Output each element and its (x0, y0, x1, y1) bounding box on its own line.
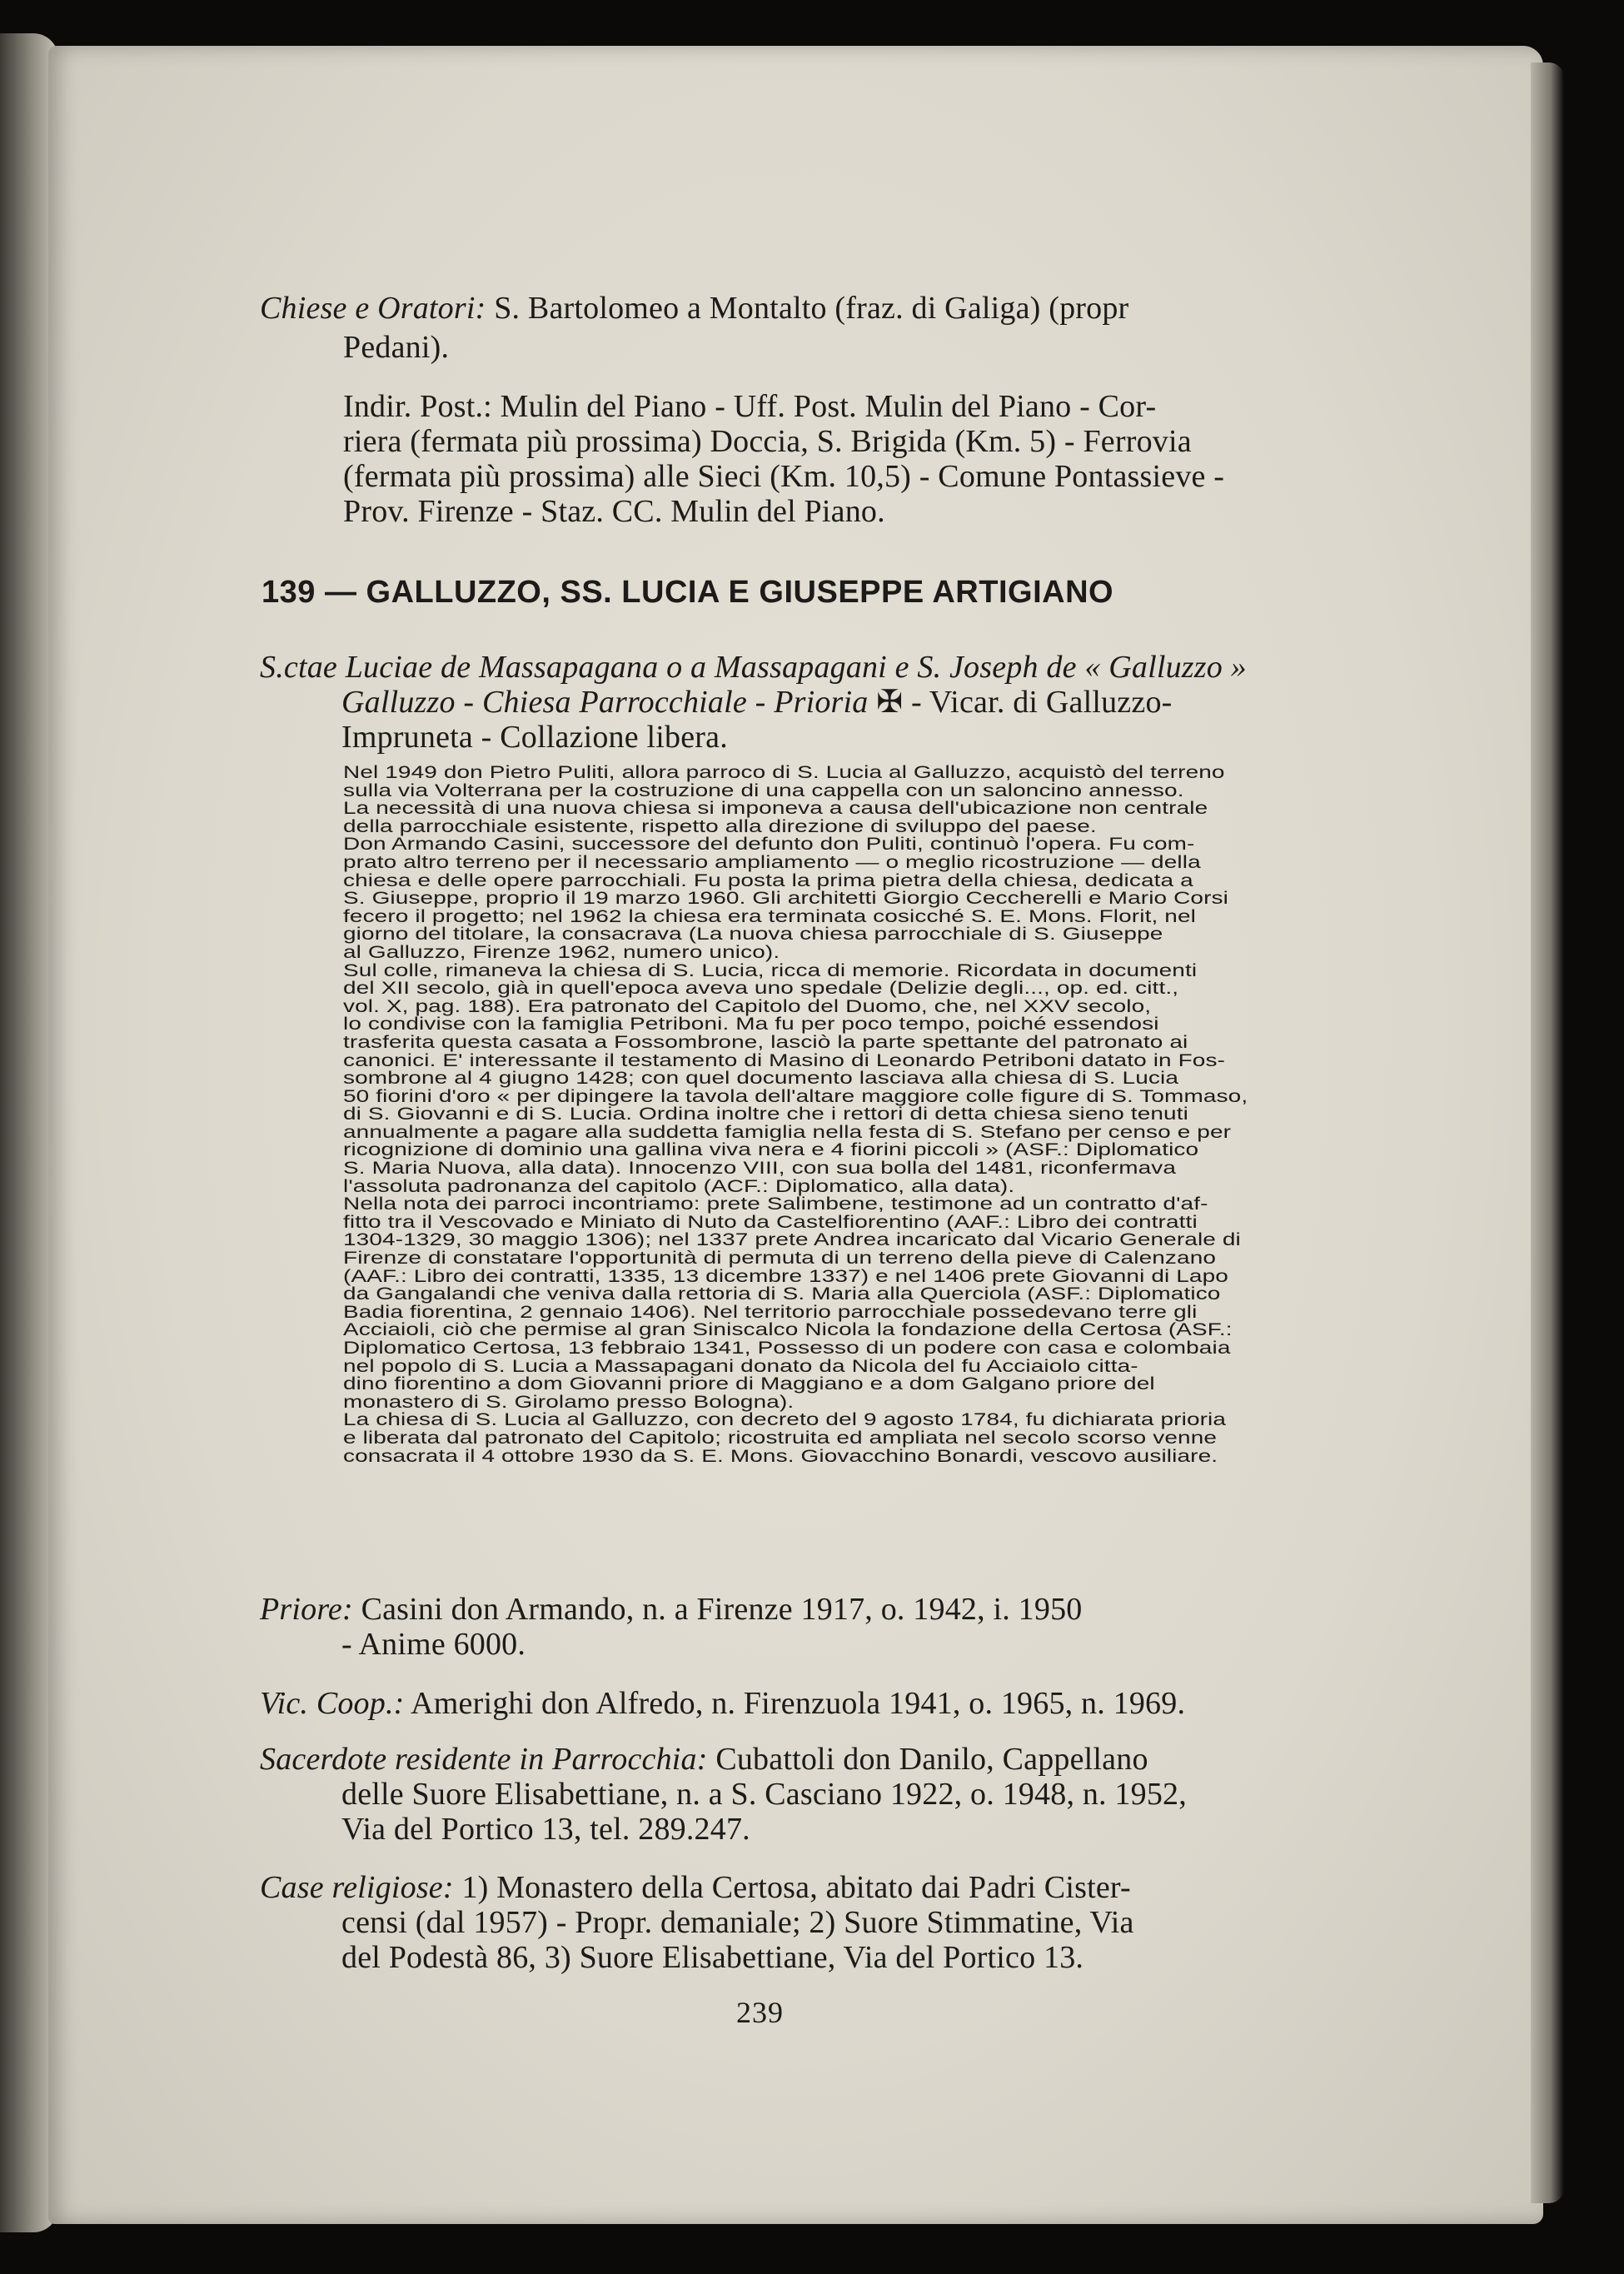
history-line: della parrocchiale esistente, rispetto alla direzione di sviluppo del paese. (343, 815, 1097, 836)
priore-line-2: - Anime 6000. (341, 1627, 526, 1662)
history-line: ricognizione di dominio una gallina viva nera e 4 fiorini piccoli » (ASF.: Diplomatico (343, 1139, 1199, 1160)
history-line: fitto tra il Vescovado e Miniato di Nuto da Castelfiorentino (AAF.: Libro dei contratti (343, 1211, 1198, 1232)
galluzzo-italic: Galluzzo - Chiesa Parrocchiale - Prioria (341, 685, 869, 720)
sacerdote-text-1: Cubattoli don Danilo, Cappellano (715, 1742, 1148, 1777)
history-line: La chiesa di S. Lucia al Galluzzo, con decreto del 9 agosto 1784, fu dichiarata prioria (343, 1409, 1227, 1430)
history-line: al Galluzzo, Firenze 1962, numero unico). (343, 941, 780, 962)
history-line: trasferita questa casata a Fossombrone, lasciò la parte spettante del patronato ai (343, 1031, 1188, 1052)
vicariate-text: - Vicar. di Galluzzo- (910, 685, 1173, 720)
history-line: e liberata dal patronato del Capitolo; ricostruita ed ampliata nel secolo scorso venne (343, 1427, 1218, 1448)
page-number: 239 (736, 1996, 784, 2029)
history-line: annualmente a pagare alla suddetta famiglia nella festa di S. Stefano per censo e per (343, 1121, 1232, 1142)
history-line: l'assoluta padronanza del capitolo (ACF.: Diplomatico, alla data). (343, 1175, 1015, 1196)
sacerdote-line-3: Via del Portico 13, tel. 289.247. (341, 1812, 750, 1847)
history-line: giorno del titolare, la consacrava (La nuova chiesa parrocchiale di S. Giuseppe (343, 924, 1163, 945)
chiese-line-2: Pedani). (343, 330, 450, 365)
history-line: lo condivise con la famiglia Petriboni. Ma fu per poco tempo, poiché essendosi (343, 1014, 1159, 1035)
history-line: monastero di S. Girolamo presso Bologna). (343, 1391, 795, 1412)
history-line: Firenze di constatare l'opportunità di permuta di un terreno della pieve di Calenzano (343, 1248, 1217, 1269)
history-line: 1304-1329, 30 maggio 1306); nel 1337 prete Andrea incaricato dal Vicario Generale di (343, 1229, 1241, 1250)
priore-text-1: Casini don Armando, n. a Firenze 1917, o. 1942, i. 1950 (361, 1592, 1083, 1627)
vic-coop-text: Amerighi don Alfredo, n. Firenzuola 1941, o. 1965, n. 1969. (411, 1686, 1186, 1721)
history-line: S. Giuseppe, proprio il 19 marzo 1960. Gli architetti Giorgio Ceccherelli e Mario Corsi (343, 888, 1228, 909)
sacerdote-label: Sacerdote residente in Parrocchia: (260, 1742, 708, 1777)
history-line: 50 fiorini d'oro « per dipingere la tavola dell'altare maggiore colle figure di S. Tommaso, (343, 1085, 1248, 1106)
history-line: prato altro terreno per il necessario ampliamento — o meglio ricostruzione — della (343, 851, 1201, 872)
history-line: canonici. E' interessante il testamento di Masino di Leonardo Petriboni datato in Fos- (343, 1050, 1226, 1070)
history-line: (AAF.: Libro dei contratti, 1335, 13 dicembre 1337) e nel 1406 prete Giovanni di Lapo (343, 1265, 1228, 1286)
case-religiose-text-1: 1) Monastero della Certosa, abitato dai Padri Cister- (461, 1870, 1131, 1905)
history-line: fecero il progetto; nel 1962 la chiesa era terminata cosicché S. E. Mons. Florit, nel (343, 905, 1196, 926)
address-line-3: (fermata più prossima) alle Sieci (Km. 10,5) - Comune Pontassieve - (343, 459, 1225, 494)
history-line: Sul colle, rimaneva la chiesa di S. Lucia, ricca di memorie. Ricordata in documenti (343, 960, 1198, 980)
history-line: di S. Giovanni e di S. Lucia. Ordina inoltre che i rettori di detta chiesa sieno tenuti (343, 1104, 1188, 1125)
history-line: vol. X, pag. 188). Era patronato del Capitolo del Duomo, che, nel XXV secolo, (343, 995, 1152, 1016)
chiese-text-1: S. Bartolomeo a Montalto (fraz. di Galiga) (propr (494, 291, 1129, 326)
history-line: Acciaioli, ciò che permise al gran Siniscalco Nicola la fondazione della Certosa (ASF.: (343, 1319, 1233, 1340)
history-line: da Gangalandi che veniva dalla rettoria di S. Maria alla Querciola (ASF.: Diplomatico (343, 1284, 1221, 1304)
latin-name: S.ctae Luciae de Massapagana o a Massapagani e S. Joseph de « Galluzzo » (260, 650, 1247, 685)
vic-coop-line (260, 1683, 1185, 1724)
entry-heading: 139 — GALLUZZO, SS. LUCIA E GIUSEPPE ARTIGIANO (262, 575, 1114, 610)
sacerdote-line-2: delle Suore Elisabettiane, n. a S. Casciano 1922, o. 1948, n. 1952, (341, 1777, 1187, 1812)
case-religiose-line-3: del Podestà 86, 3) Suore Elisabettiane, Via del Portico 13. (341, 1940, 1084, 1975)
history-paragraph (343, 764, 1534, 1465)
priore-label: Priore: (260, 1592, 353, 1627)
page-edge-right (1531, 62, 1564, 2203)
entry-info-line-3: Impruneta - Collazione libera. (341, 720, 728, 755)
case-religiose-label: Case religiose: (260, 1870, 454, 1905)
vic-coop-label: Vic. Coop.: (260, 1686, 405, 1721)
address-line-2: riera (fermata più prossima) Doccia, S. Brigida (Km. 5) - Ferrovia (343, 424, 1192, 459)
history-line: chiesa e delle opere parrocchiali. Fu posta la prima pietra della chiesa, dedicata a (343, 870, 1193, 890)
history-line: sombrone al 4 giugno 1428; con quel documento lasciava alla chiesa di S. Lucia (343, 1068, 1179, 1089)
history-line: del XII secolo, già in quell'epoca aveva uno spedale (Delizie degli..., op. ed. citt., (343, 978, 1179, 999)
history-line: S. Maria Nuova, alla data). Innocenzo VIII, con sua bolla del 1481, riconfermava (343, 1158, 1177, 1179)
cross-icon: ✠ (876, 685, 904, 720)
history-line: La necessità di una nuova chiesa si imponeva a causa dell'ubicazione non centrale (343, 798, 1208, 819)
history-line: consacrata il 4 ottobre 1930 da S. E. Mons. Giovacchino Bonardi, vescovo ausiliare. (343, 1445, 1218, 1466)
address-line-4: Prov. Firenze - Staz. CC. Mulin del Piano. (343, 494, 885, 529)
address-line-1: Indir. Post.: Mulin del Piano - Uff. Post. Mulin del Piano - Cor- (343, 389, 1157, 424)
history-line: Don Armando Casini, successore del defunto don Puliti, continuò l'opera. Fu com- (343, 834, 1195, 855)
history-line: sulla via Volterrana per la costruzione di una cappella con un saloncino annesso. (343, 780, 1184, 800)
history-line: Diplomatico Certosa, 13 febbraio 1341, Possesso di un podere con casa e colombaia (343, 1338, 1231, 1358)
case-religiose-line-2: censi (dal 1957) - Propr. demaniale; 2) Suore Stimmatine, Via (341, 1905, 1134, 1940)
history-line: Badia fiorentina, 2 gennaio 1406). Nel territorio parrocchiale possedevano terre gli (343, 1301, 1198, 1322)
chiese-label: Chiese e Oratori: (260, 291, 486, 326)
history-line: Nel 1949 don Pietro Puliti, allora parroco di S. Lucia al Galluzzo, acquistò del terreno (343, 762, 1225, 782)
history-line: nel popolo di S. Lucia a Massapagani donato da Nicola del fu Acciaiolo citta- (343, 1355, 1138, 1376)
history-line: dino fiorentino a dom Giovanni priore di Maggiano e a dom Galgano priore del (343, 1374, 1155, 1394)
chiese-line-1 (260, 287, 1128, 329)
history-line: Nella nota dei parroci incontriamo: prete Salimbene, testimone ad un contratto d'af- (343, 1194, 1208, 1214)
